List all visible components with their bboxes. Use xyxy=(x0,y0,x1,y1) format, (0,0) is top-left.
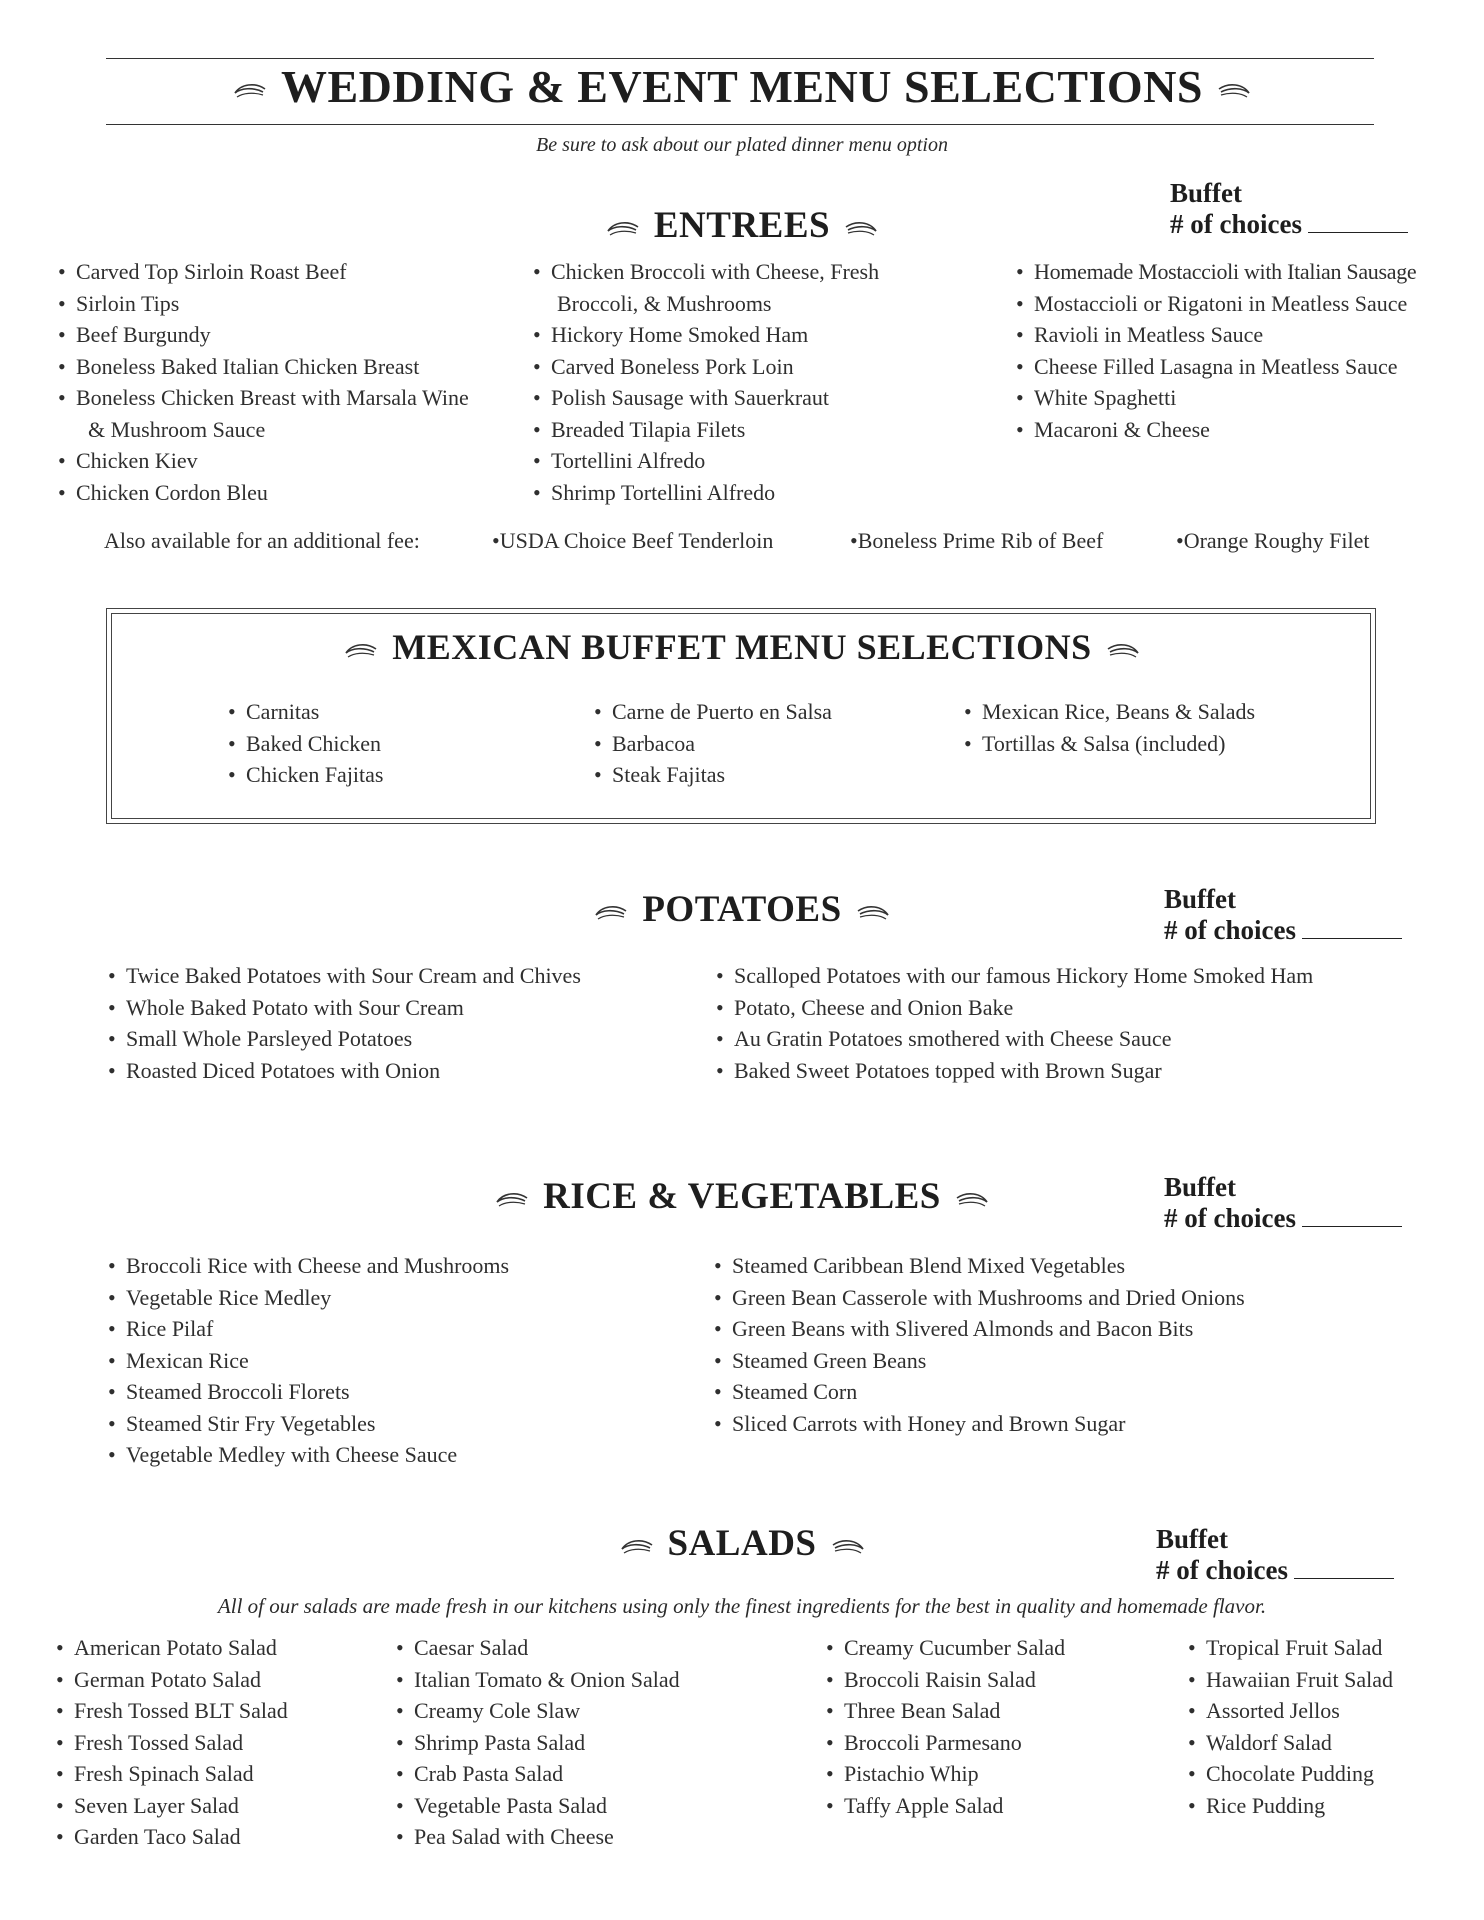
list-item: • Steamed Stir Fry Vegetables xyxy=(108,1408,509,1440)
salads-col2 xyxy=(396,1632,680,1853)
additional-fee-label: Also available for an additional fee: xyxy=(104,528,420,553)
list-item: • Broccoli Rice with Cheese and Mushrooms xyxy=(108,1250,509,1282)
list-item: • Italian Tomato & Onion Salad xyxy=(396,1664,680,1696)
rice-veg-buffet-choices xyxy=(1164,1172,1402,1234)
buffet-label: Buffet xyxy=(1156,1524,1228,1554)
list-item: • White Spaghetti xyxy=(1016,382,1416,414)
rice-veg-col2 xyxy=(714,1250,1245,1439)
list-item: • Crab Pasta Salad xyxy=(396,1758,680,1790)
list-item: • Macaroni & Cheese xyxy=(1016,414,1416,446)
list-item: • Chicken Cordon Bleu xyxy=(58,477,469,509)
salads-title-text: SALADS xyxy=(667,1523,817,1564)
list-item: • German Potato Salad xyxy=(56,1664,288,1696)
list-item: • Baked Sweet Potatoes topped with Brown Sugar xyxy=(716,1055,1313,1087)
choices-label: # of choices xyxy=(1164,1203,1296,1233)
potatoes-buffet-choices xyxy=(1164,884,1402,946)
buffet-label: Buffet xyxy=(1164,884,1236,914)
flourish-right-icon xyxy=(1217,83,1251,99)
list-item: • Shrimp Pasta Salad xyxy=(396,1727,680,1759)
list-item: • Au Gratin Potatoes smothered with Cheese Sauce xyxy=(716,1023,1313,1055)
list-item: • Tropical Fruit Salad xyxy=(1188,1632,1393,1664)
list-item: • Potato, Cheese and Onion Bake xyxy=(716,992,1313,1024)
list-item: • Green Bean Casserole with Mushrooms and Dried Onions xyxy=(714,1282,1245,1314)
title-bottom-rule xyxy=(106,124,1374,125)
list-item: • Broccoli Parmesano xyxy=(826,1727,1065,1759)
flourish-right-icon xyxy=(955,1192,989,1208)
list-item: • Mexican Rice, Beans & Salads xyxy=(964,696,1255,728)
list-item: • Mostaccioli or Rigatoni in Meatless Sauce xyxy=(1016,288,1416,320)
list-item: • Sliced Carrots with Honey and Brown Sugar xyxy=(714,1408,1245,1440)
list-item: • Small Whole Parsleyed Potatoes xyxy=(108,1023,581,1055)
entrees-col1 xyxy=(58,256,469,508)
list-item: • Whole Baked Potato with Sour Cream xyxy=(108,992,581,1024)
potatoes-title-text: POTATOES xyxy=(642,889,842,930)
mexican-col1 xyxy=(228,696,383,791)
list-item: • Seven Layer Salad xyxy=(56,1790,288,1822)
choices-blank xyxy=(1308,210,1408,233)
list-item: • Rice Pilaf xyxy=(108,1313,509,1345)
list-item: • Steak Fajitas xyxy=(594,759,832,791)
list-item: • Cheese Filled Lasagna in Meatless Sauce xyxy=(1016,351,1416,383)
list-item: • Ravioli in Meatless Sauce xyxy=(1016,319,1416,351)
list-item: • Taffy Apple Salad xyxy=(826,1790,1065,1822)
entrees-title-text: ENTREES xyxy=(653,205,831,246)
list-item: • Shrimp Tortellini Alfredo xyxy=(533,477,879,509)
choices-label: # of choices xyxy=(1170,209,1302,239)
list-item: • Carnitas xyxy=(228,696,383,728)
flourish-right-icon xyxy=(831,1539,865,1555)
list-item: • Mexican Rice xyxy=(108,1345,509,1377)
list-item: • Creamy Cucumber Salad xyxy=(826,1632,1065,1664)
list-item: • Hawaiian Fruit Salad xyxy=(1188,1664,1393,1696)
list-item: • Vegetable Rice Medley xyxy=(108,1282,509,1314)
mexican-col3 xyxy=(964,696,1255,759)
list-item: • Homemade Mostaccioli with Italian Sausage xyxy=(1016,256,1416,288)
list-item: • Sirloin Tips xyxy=(58,288,469,320)
list-item: • Hickory Home Smoked Ham xyxy=(533,319,879,351)
flourish-left-icon xyxy=(620,1539,654,1555)
flourish-left-icon xyxy=(233,83,267,99)
list-item: • Carved Top Sirloin Roast Beef xyxy=(58,256,469,288)
choices-blank xyxy=(1294,1556,1394,1579)
additional-item: •USDA Choice Beef Tenderloin xyxy=(492,528,774,553)
page-title xyxy=(0,60,1484,113)
list-item: • Boneless Baked Italian Chicken Breast xyxy=(58,351,469,383)
buffet-label: Buffet xyxy=(1170,178,1242,208)
list-item: • Steamed Broccoli Florets xyxy=(108,1376,509,1408)
list-item: • Chicken Broccoli with Cheese, Fresh Broccoli, & Mushrooms xyxy=(533,256,879,319)
list-item: • Carved Boneless Pork Loin xyxy=(533,351,879,383)
list-item: • Twice Baked Potatoes with Sour Cream and Chives xyxy=(108,960,581,992)
salads-note: All of our salads are made fresh in our kitchens using only the finest ingredients for the best in quality and homemade flavor. xyxy=(217,1594,1267,1618)
list-item: • Green Beans with Slivered Almonds and Bacon Bits xyxy=(714,1313,1245,1345)
list-item: • Vegetable Medley with Cheese Sauce xyxy=(108,1439,509,1471)
additional-item: •Boneless Prime Rib of Beef xyxy=(850,528,1104,553)
list-item: • Waldorf Salad xyxy=(1188,1727,1393,1759)
list-item: • Rice Pudding xyxy=(1188,1790,1393,1822)
list-item: • Barbacoa xyxy=(594,728,832,760)
list-item: • Tortellini Alfredo xyxy=(533,445,879,477)
list-item: • Tortillas & Salsa (included) xyxy=(964,728,1255,760)
list-item: • Steamed Green Beans xyxy=(714,1345,1245,1377)
list-item: • Steamed Caribbean Blend Mixed Vegetables xyxy=(714,1250,1245,1282)
list-item: • Roasted Diced Potatoes with Onion xyxy=(108,1055,581,1087)
potatoes-col1 xyxy=(108,960,581,1086)
salads-col1 xyxy=(56,1632,288,1853)
list-item: • Polish Sausage with Sauerkraut xyxy=(533,382,879,414)
flourish-left-icon xyxy=(495,1192,529,1208)
salads-col4 xyxy=(1188,1632,1393,1821)
list-item: • Beef Burgundy xyxy=(58,319,469,351)
rice-veg-title-text: RICE & VEGETABLES xyxy=(543,1176,941,1217)
list-item: • American Potato Salad xyxy=(56,1632,288,1664)
flourish-left-icon xyxy=(594,905,628,921)
list-item: • Chicken Kiev xyxy=(58,445,469,477)
top-rule xyxy=(106,58,1374,59)
choices-blank xyxy=(1302,1204,1402,1227)
choices-blank xyxy=(1302,916,1402,939)
mexican-title-text: MEXICAN BUFFET MENU SELECTIONS xyxy=(392,627,1092,667)
salads-buffet-choices xyxy=(1156,1524,1394,1586)
list-item: • Caesar Salad xyxy=(396,1632,680,1664)
list-item: • Scalloped Potatoes with our famous Hickory Home Smoked Ham xyxy=(716,960,1313,992)
list-item: • Broccoli Raisin Salad xyxy=(826,1664,1065,1696)
list-item: • Fresh Tossed BLT Salad xyxy=(56,1695,288,1727)
flourish-right-icon xyxy=(1106,643,1140,659)
list-item: • Fresh Tossed Salad xyxy=(56,1727,288,1759)
list-item: • Chicken Fajitas xyxy=(228,759,383,791)
list-item: • Assorted Jellos xyxy=(1188,1695,1393,1727)
additional-item: •Orange Roughy Filet xyxy=(1176,528,1370,553)
flourish-right-icon xyxy=(844,221,878,237)
choices-label: # of choices xyxy=(1156,1555,1288,1585)
list-item: • Steamed Corn xyxy=(714,1376,1245,1408)
list-item: • Boneless Chicken Breast with Marsala Wine & Mushroom Sauce xyxy=(58,382,469,445)
choices-label: # of choices xyxy=(1164,915,1296,945)
potatoes-col2 xyxy=(716,960,1313,1086)
flourish-right-icon xyxy=(856,905,890,921)
list-item: • Garden Taco Salad xyxy=(56,1821,288,1853)
mexican-title xyxy=(0,626,1484,668)
buffet-label: Buffet xyxy=(1164,1172,1236,1202)
entrees-col3 xyxy=(1016,256,1416,445)
list-item: • Baked Chicken xyxy=(228,728,383,760)
list-item: • Chocolate Pudding xyxy=(1188,1758,1393,1790)
rice-veg-col1 xyxy=(108,1250,509,1471)
list-item: • Breaded Tilapia Filets xyxy=(533,414,879,446)
page-subtitle: Be sure to ask about our plated dinner menu option xyxy=(536,134,948,156)
list-item: • Pistachio Whip xyxy=(826,1758,1065,1790)
entrees-buffet-choices xyxy=(1170,178,1408,240)
entrees-col2 xyxy=(533,256,879,508)
list-item: • Vegetable Pasta Salad xyxy=(396,1790,680,1822)
list-item: • Fresh Spinach Salad xyxy=(56,1758,288,1790)
list-item: • Creamy Cole Slaw xyxy=(396,1695,680,1727)
mexican-col2 xyxy=(594,696,832,791)
salads-col3 xyxy=(826,1632,1065,1821)
flourish-left-icon xyxy=(606,221,640,237)
page-title-text: WEDDING & EVENT MENU SELECTIONS xyxy=(280,61,1204,112)
list-item: • Pea Salad with Cheese xyxy=(396,1821,680,1853)
list-item: • Three Bean Salad xyxy=(826,1695,1065,1727)
list-item: • Carne de Puerto en Salsa xyxy=(594,696,832,728)
flourish-left-icon xyxy=(344,643,378,659)
